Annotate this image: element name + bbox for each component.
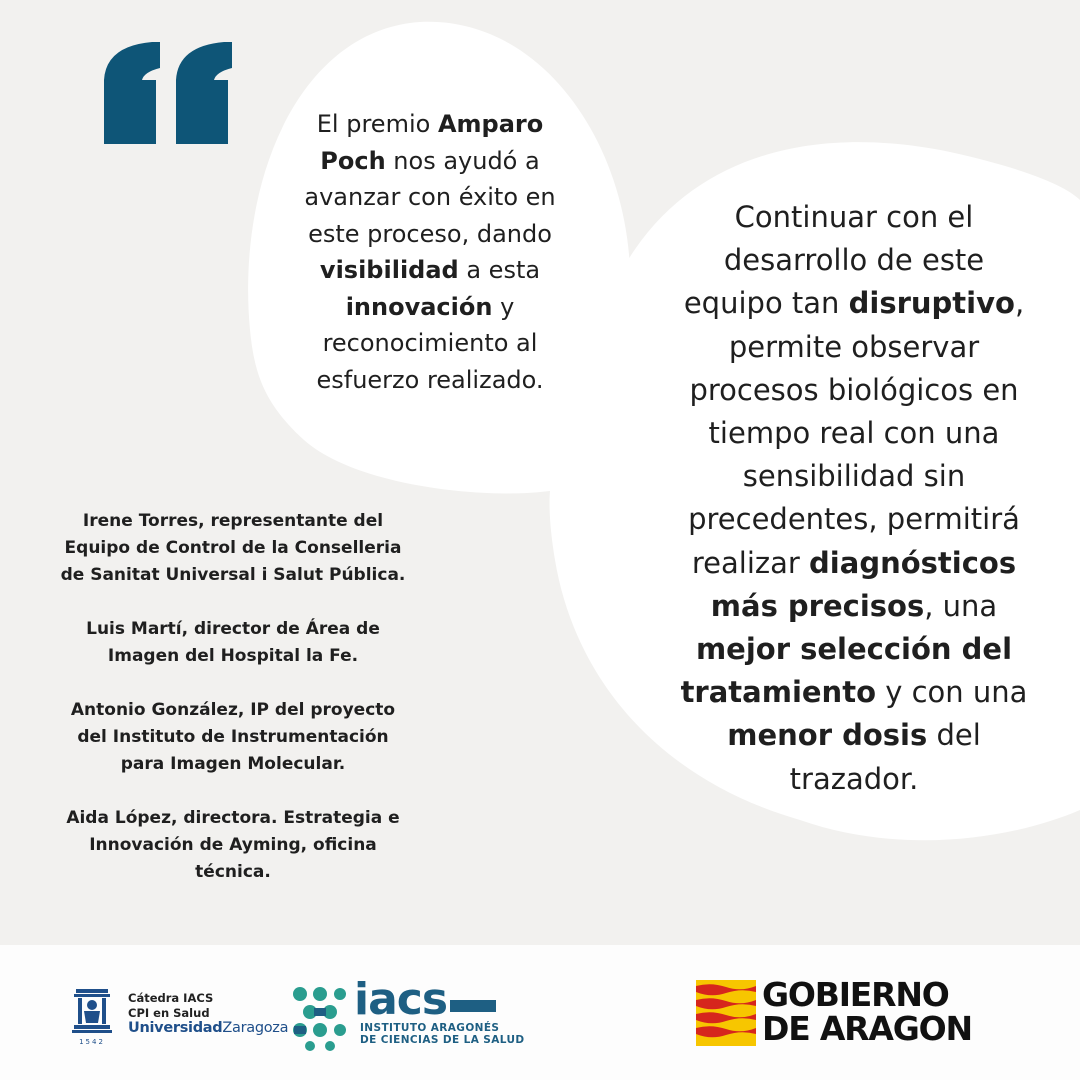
iacs-sub1: INSTITUTO ARAGONÉS [360,1022,500,1034]
author-entry: Aida López, directora. Estrategia e Innovación de Ayming, oficina técnica. [66,808,400,882]
uz-line2: CPI en Salud [128,1006,210,1020]
quote-text-right [676,196,1032,801]
quote-left-bold: Amparo Poch [320,110,544,175]
author-entry: Irene Torres, representante del Equipo de Control de la Conselleria de Sanitat Universal i Salut Pública. [60,511,406,585]
quote-right-segment: y con una [876,675,1028,710]
quote-right-segment: del trazador. [789,718,981,796]
iacs-dots-icon [290,984,352,1054]
iacs-word: iacs [354,974,448,1025]
aragon-line1: GOBIERNO [762,975,949,1014]
quote-left-segment: y reconocimiento al esfuerzo realizado. [316,292,544,394]
aragon-line2: DE ARAGON [762,1009,972,1048]
gobierno-aragon-logo [696,975,996,1050]
quote-text-left [290,106,570,398]
author-entry: Antonio González, IP del proyecto del Instituto de Instrumentación para Imagen Molecular. [70,700,396,774]
quote-right-bold: diagnósticos más precisos [710,545,1017,623]
aragon-flag-icon [696,980,756,1046]
quote-right-segment: Continuar con el desarrollo de este equipo tan [683,200,985,321]
crest-year: 1542 [79,1038,105,1046]
uz-text-block [128,991,288,1036]
quote-right-segment: , una [924,588,998,623]
quote-left-segment: a esta [458,256,541,284]
aragon-text [762,975,972,1048]
quote-left-segment: El premio [316,110,438,138]
quote-right-bold: mejor selección del tratamiento [680,632,1013,710]
iacs-sub2: DE CIENCIAS DE LA SALUD [360,1034,525,1046]
quote-right-bold: disruptivo [848,286,1015,321]
quote-mark-icon [100,40,234,148]
quote-right-bold: menor dosis [727,718,928,753]
uz-university-name [128,1021,288,1036]
uz-university: Universidad [128,1020,223,1036]
iacs-subtitle [360,1022,525,1046]
iacs-bar [450,1000,496,1012]
authors-list [58,508,408,913]
universidad-zaragoza-logo [70,985,289,1049]
uz-city: Zaragoza [222,1020,289,1036]
quote-right-segment: , permite observar procesos biológicos en tiempo real con una sensibilidad sin precedentes, permitirá realizar [688,286,1025,580]
uz-line1: Cátedra IACS [128,991,214,1005]
iacs-logo [290,974,530,1050]
quote-left-bold: innovación [345,292,493,321]
university-crest-icon [70,985,114,1047]
quote-left-bold: visibilidad [319,256,459,284]
quote-left-segment: nos ayudó a avanzar con éxito en este proceso, dando [304,146,556,248]
author-entry: Luis Martí, director de Área de Imagen del Hospital la Fe. [86,619,380,666]
